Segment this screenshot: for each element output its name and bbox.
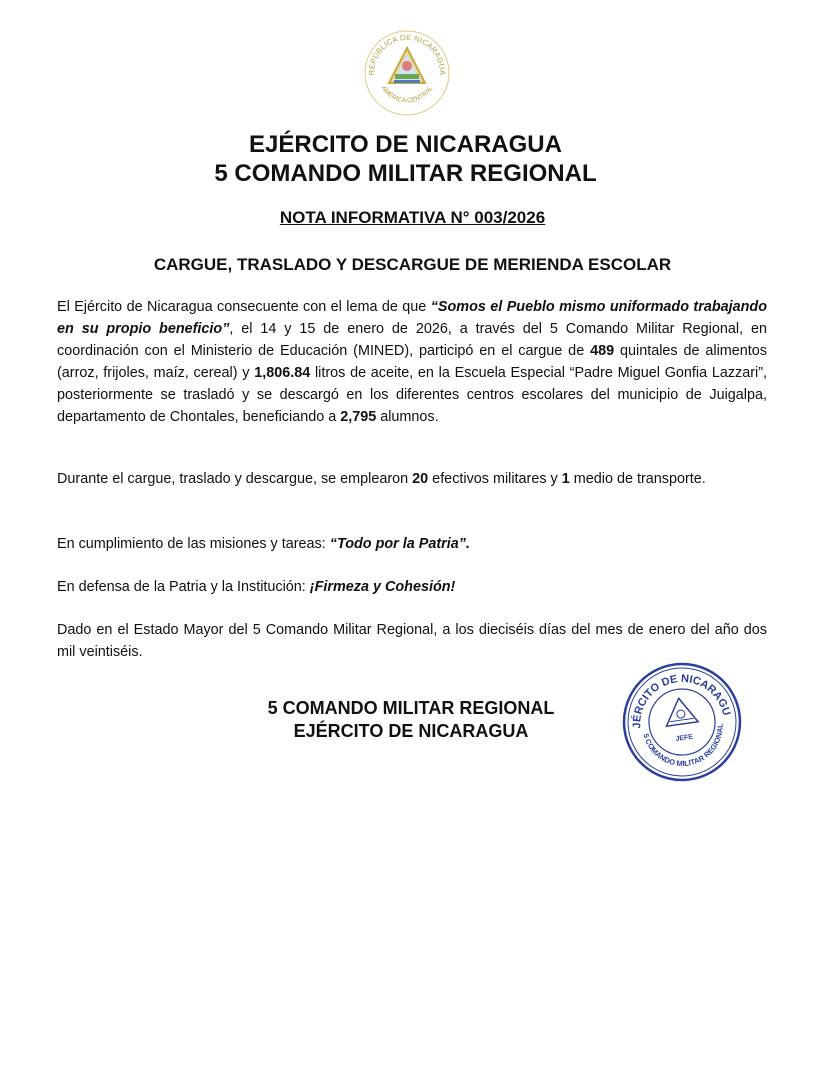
paragraph-mission	[57, 533, 767, 555]
p2-text: efectivos militares y	[428, 471, 562, 487]
paragraph-dated: Dado en el Estado Mayor del 5 Comando Militar Regional, a los dieciséis días del mes de enero del año dos mil veintiséis.	[57, 622, 767, 660]
paragraph-main	[57, 296, 767, 428]
subject-heading: CARGUE, TRASLADO Y DESCARGUE DE MERIENDA ESCOLAR	[153, 255, 672, 274]
p4-text: En defensa de la Patria y la Institución:	[57, 579, 310, 595]
signature-line1: 5 COMANDO MILITAR REGIONAL	[267, 698, 555, 718]
p2-text: Durante el cargue, traslado y descargue, se emplearon	[57, 471, 413, 487]
p1-text: quintales de alimentos (arroz, frijoles, maíz, cereal) y	[57, 343, 767, 381]
efectivos-value: 20	[412, 471, 429, 487]
alumnos-value: 2,795	[340, 409, 377, 425]
paragraph-defense	[57, 576, 767, 598]
p1-motto: “Somos el Pueblo mismo uniformado trabajando en su propio beneficio”	[57, 299, 767, 337]
svg-text:REPÚBLICA DE NICARAGUA: REPÚBLICA DE NICARAGUA	[366, 32, 448, 76]
svg-text:AMÉRICA CENTRAL: AMÉRICA CENTRAL	[379, 84, 435, 105]
nicaragua-coat-of-arms-icon	[362, 28, 452, 118]
paragraph-resources	[57, 468, 767, 490]
svg-text:EJÉRCITO DE NICARAGUA: EJÉRCITO DE NICARAGUA	[631, 672, 733, 729]
p1-text: El Ejército de Nicaragua consecuente con el lema de que	[57, 299, 431, 315]
p4-motto: ¡Firmeza y Cohesión!	[309, 579, 456, 595]
signature-line2: EJÉRCITO DE NICARAGUA	[293, 721, 529, 741]
official-seal-icon	[620, 660, 744, 784]
p1-text: alumnos.	[376, 409, 439, 425]
medios-value: 1	[561, 471, 570, 487]
p1-text: litros de aceite, en la Escuela Especial “Padre Miguel Gonfia Lazzari”, posteriormente se trasladó y se descargó en los diferentes centros escolares del municipio de Juigalpa, departamento de Chontales, beneficiando a	[57, 365, 768, 425]
svg-text:JEFE: JEFE	[675, 733, 694, 744]
quintales-value: 489	[590, 343, 615, 359]
p1-text: , el 14 y 15 de enero de 2026, a través del 5 Comando Militar Regional, en coordinación con el Ministerio de Educación (MINED), participó en el cargue de	[57, 321, 767, 359]
p3-text: En cumplimiento de las misiones y tareas:	[57, 536, 330, 552]
p2-text: medio de transporte.	[569, 471, 706, 487]
org-title-line1: EJÉRCITO DE NICARAGUA	[249, 131, 562, 158]
org-title-line2: 5 COMANDO MILITAR REGIONAL	[214, 160, 597, 187]
svg-text:5 COMANDO MILITAR REGIONAL: 5 COMANDO MILITAR REGIONAL	[641, 723, 725, 769]
litros-value: 1,806.84	[254, 365, 311, 381]
note-number: NOTA INFORMATIVA N° 003/2026	[279, 208, 546, 227]
p3-motto: “Todo por la Patria”.	[329, 536, 470, 552]
